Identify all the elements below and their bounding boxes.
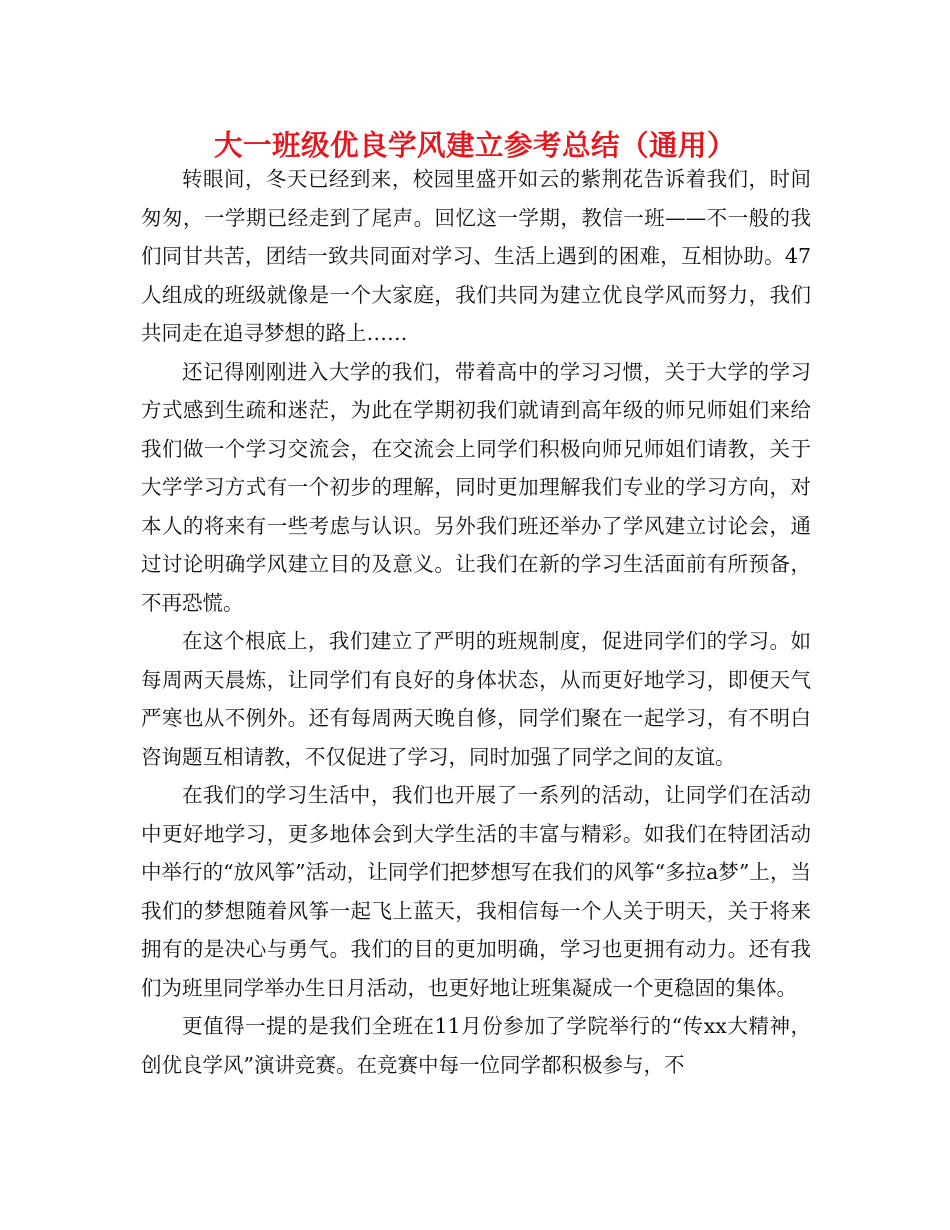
paragraph: 还记得刚刚进入大学的我们，带着高中的学习习惯，关于大学的学习方式感到生疏和迷茫，为此在学期初我们就请到高年级的师兄师姐们来给我们做一个学习交流会，在交流会上同学们积极向师兄师姐们请教，关于大学学习方式有一个初步的理解，同时更加理解我们专业的学习方向，对本人的将来有一些考虑与认识。另外我们班还举办了学风建立讨论会，通过讨论明确学风建立目的及意义。让我们在新的学习生活面前有所预备，不再恐慌。: [141, 359, 811, 615]
paragraph: 更值得一提的是我们全班在11月份参加了学院举行的“传xx大精神，创优良学风”演讲竞赛。在竞赛中每一位同学都积极参与，不: [141, 1014, 811, 1077]
paragraph: 转眼间，冬天已经到来，校园里盛开如云的紫荆花告诉着我们，时间匆匆，一学期已经走到了尾声。回忆这一学期，教信一班——不一般的我们同甘共苦，团结一致共同面对学习、生活上遇到的困难，互相协助。47人组成的班级就像是一个大家庭，我们共同为建立优良学风而努力，我们共同走在追寻梦想的路上……: [141, 167, 811, 345]
document-title: 大一班级优良学风建立参考总结（通用）: [213, 129, 736, 162]
paragraph: 在我们的学习生活中，我们也开展了一系列的活动，让同学们在活动中更好地学习，更多地体会到大学生活的丰富与精彩。如我们在特团活动中举行的“放风筝”活动，让同学们把梦想写在我们的风筝“多拉a梦”上，当我们的梦想随着风筝一起飞上蓝天，我相信每一个人关于明天，关于将来拥有的是决心与勇气。我们的目的更加明确，学习也更拥有动力。还有我们为班里同学举办生日月活动，也更好地让班集凝成一个更稳固的集体。: [141, 783, 811, 1000]
document-body: [141, 160, 811, 1084]
paragraph: 在这个根底上，我们建立了严明的班规制度，促进同学们的学习。如每周两天晨炼，让同学们有良好的身体状态，从而更好地学习，即便天气严寒也从不例外。还有每周两天晚自修，同学们聚在一起学习，有不明白咨询题互相请教，不仅促进了学习，同时加强了同学之间的友谊。: [141, 629, 811, 769]
